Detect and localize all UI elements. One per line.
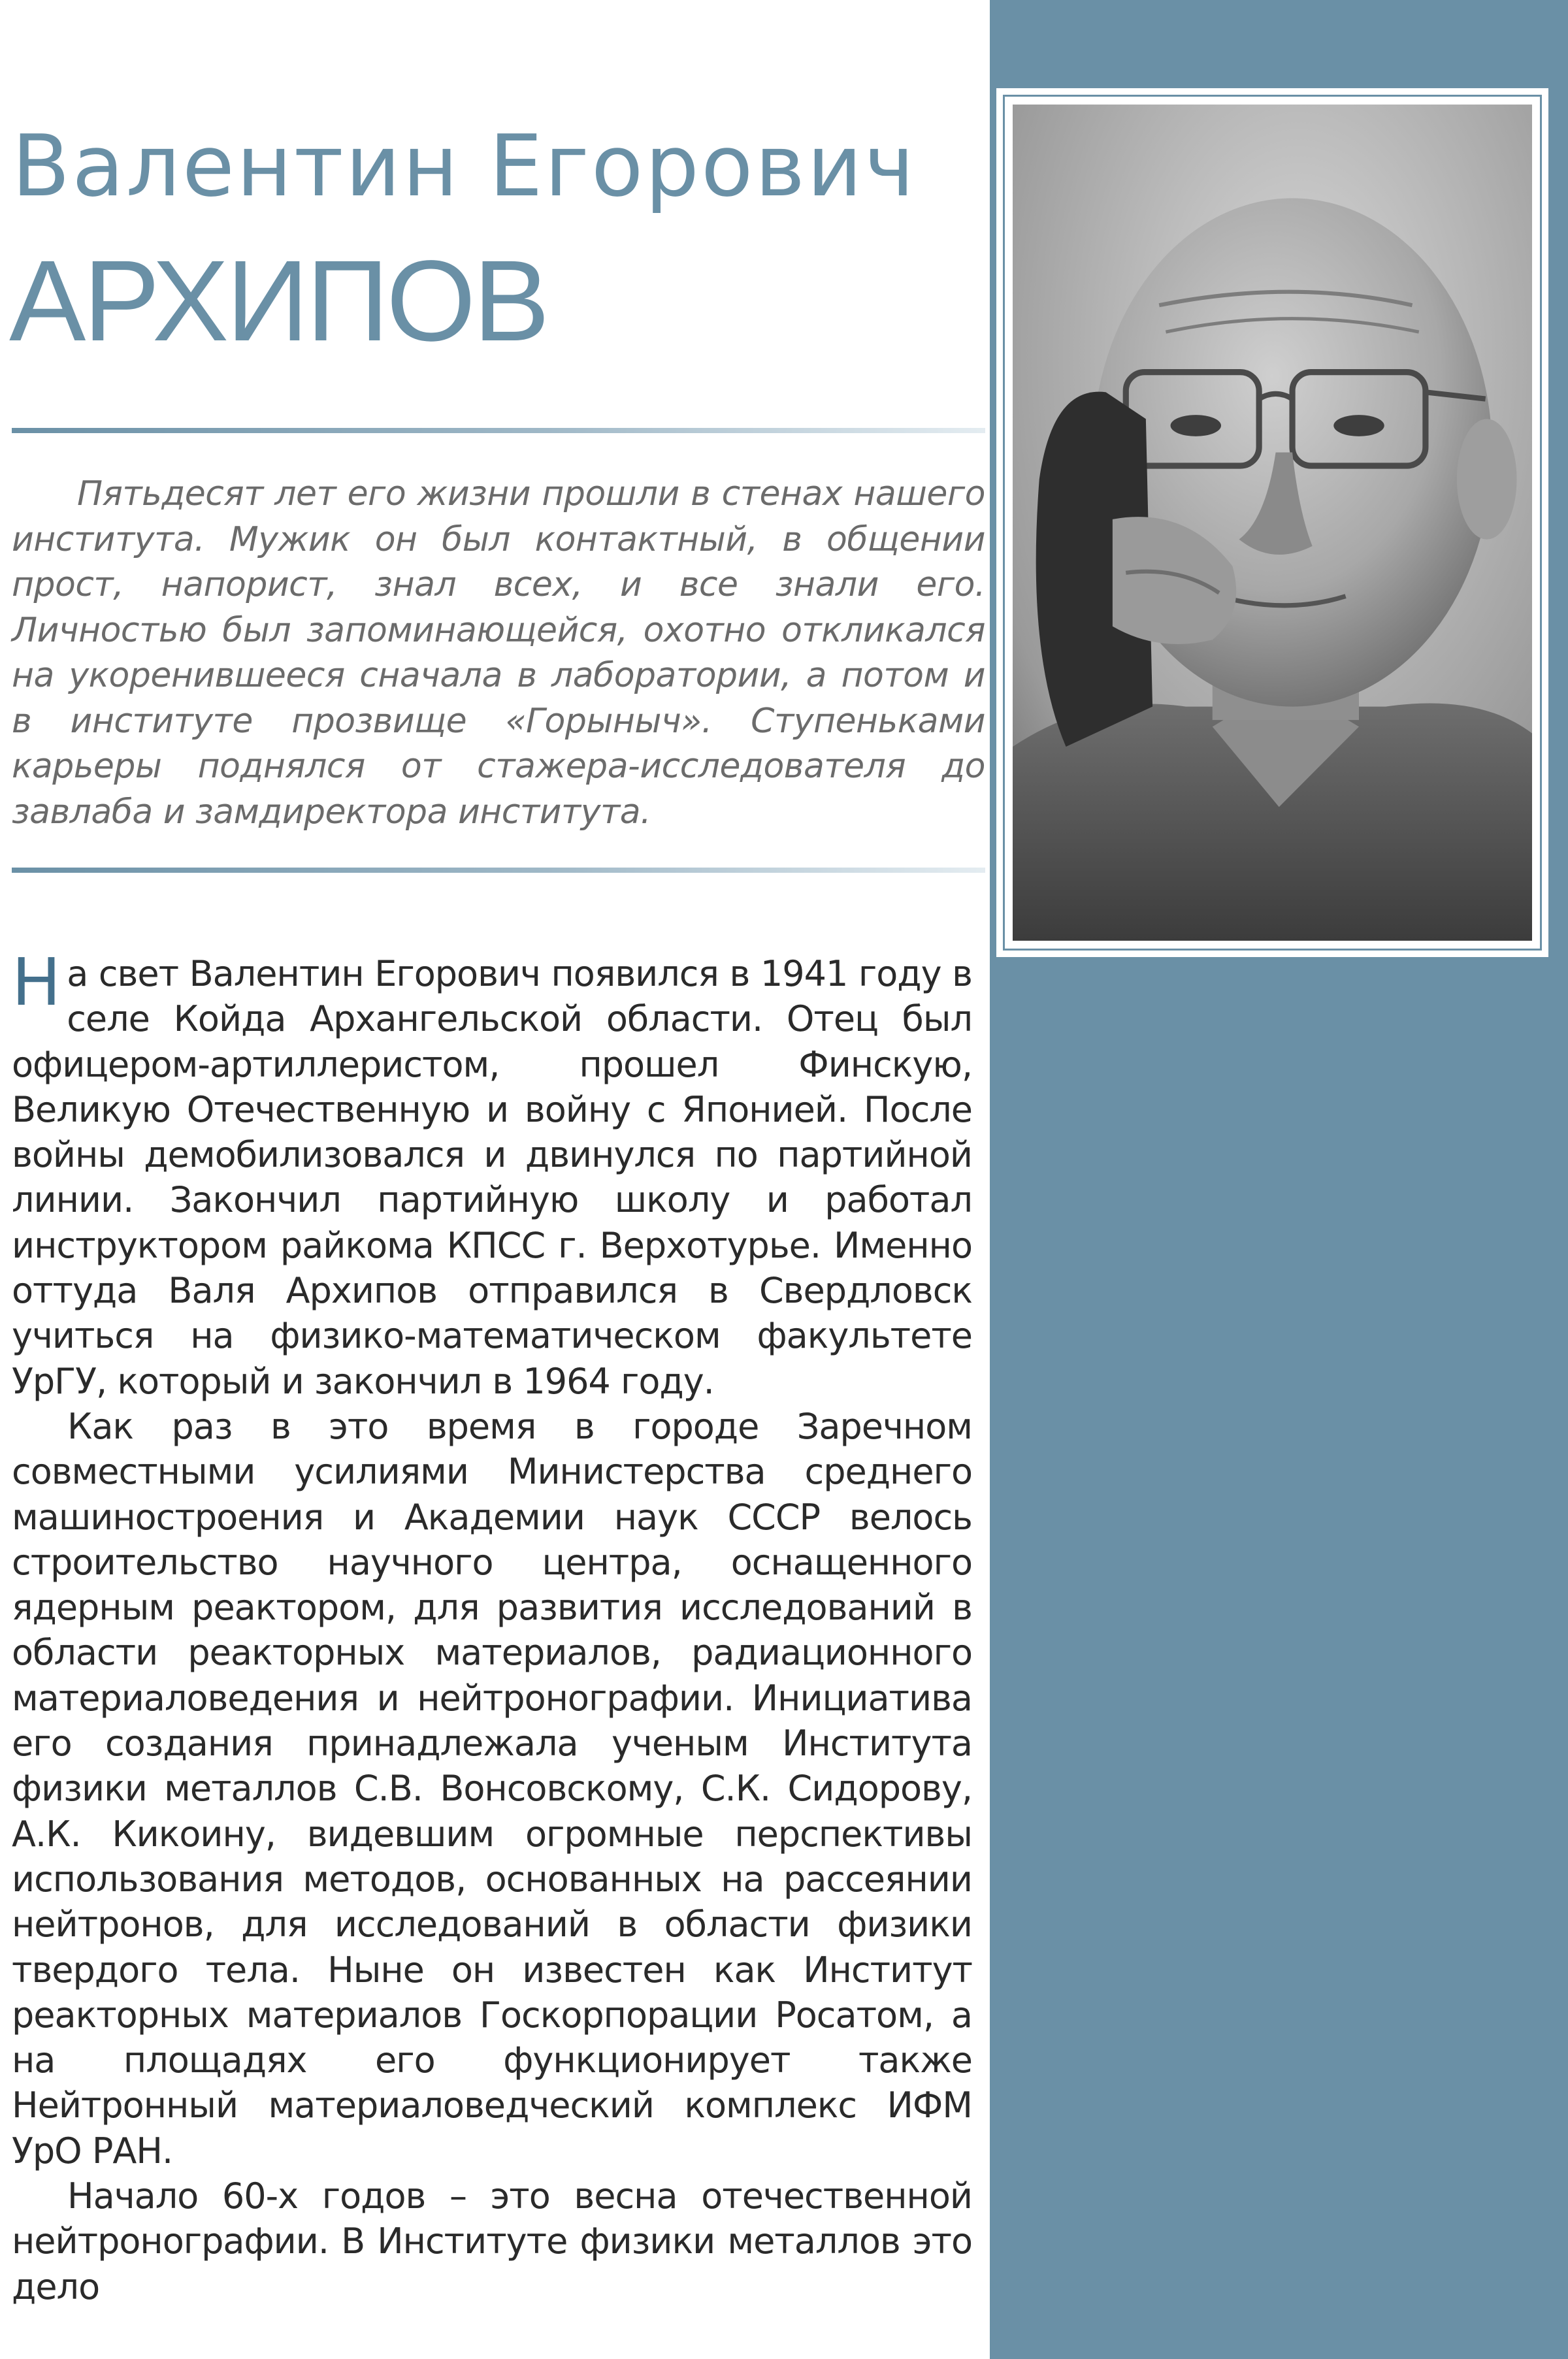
body-paragraph-3: Начало 60-х годов – это весна отечественной нейтронографии. В Институте физики металлов это дело bbox=[12, 2175, 972, 2307]
divider-bottom bbox=[12, 868, 985, 873]
person-last-name: АРХИПОВ bbox=[9, 237, 547, 365]
drop-cap: Н bbox=[12, 944, 61, 1020]
portrait-photo-border bbox=[1003, 95, 1542, 951]
epigraph: Пятьдесят лет его жизни прошли в стенах нашего института. Мужик он был контактный, в общении прост, напорист, знал всех, и все знали его. Личностью был запоминающейся, охотно откликался на укоренившееся сначала в лаборатории, а потом и в институте прозвище «Горыныч». Ступеньками карьеры поднялся от стажера-исследователя до завлаба и замдиректора института. bbox=[12, 474, 985, 832]
body-paragraph-2: Как раз в это время в городе Заречном совместными усилиями Министерства среднего машиностроения и Академии наук СССР велось строительство научного центра, оснащенного ядерным реактором, для развития исследований в области реакторных материалов, радиационного материаловедения и нейтронографии. Инициатива его создания принадлежала ученым Института физики металлов С.В. Вонсовскому, С.К. Сидорову, А.К. Кикоину, видевшим огромные перспективы использования методов, основанных на рассеянии нейтронов, для исследований в области физики твердого тела. Ныне он известен как Институт реакторных материалов Госкорпорации Росатом, а на площадях его функционирует также Нейтронный материаловедческий комплекс ИФМ УрО РАН. bbox=[12, 1405, 972, 2172]
portrait-photo-frame bbox=[996, 88, 1548, 957]
body-paragraph-1-text: а свет Валентин Егорович появился в 1941 году в селе Койда Архангельской области. Отец был офицером-артиллеристом, прошел Финскую, Великую Отечественную и войну с Японией. После войны демобилизовался и двинулся по партийной линии. Закончил партийную школу и работал инструктором райкома КПСС г. Верхотурье. Именно оттуда Валя Архипов отправился в Свердловск учиться на физико-математическом факультете УрГУ, который и закончил в 1964 году. bbox=[12, 953, 972, 1402]
divider-top bbox=[12, 428, 985, 433]
body-paragraph-1 bbox=[12, 944, 972, 1404]
article-body bbox=[12, 944, 972, 2309]
person-first-names: Валентин Егорович bbox=[12, 116, 917, 216]
portrait-photo bbox=[1013, 105, 1532, 941]
